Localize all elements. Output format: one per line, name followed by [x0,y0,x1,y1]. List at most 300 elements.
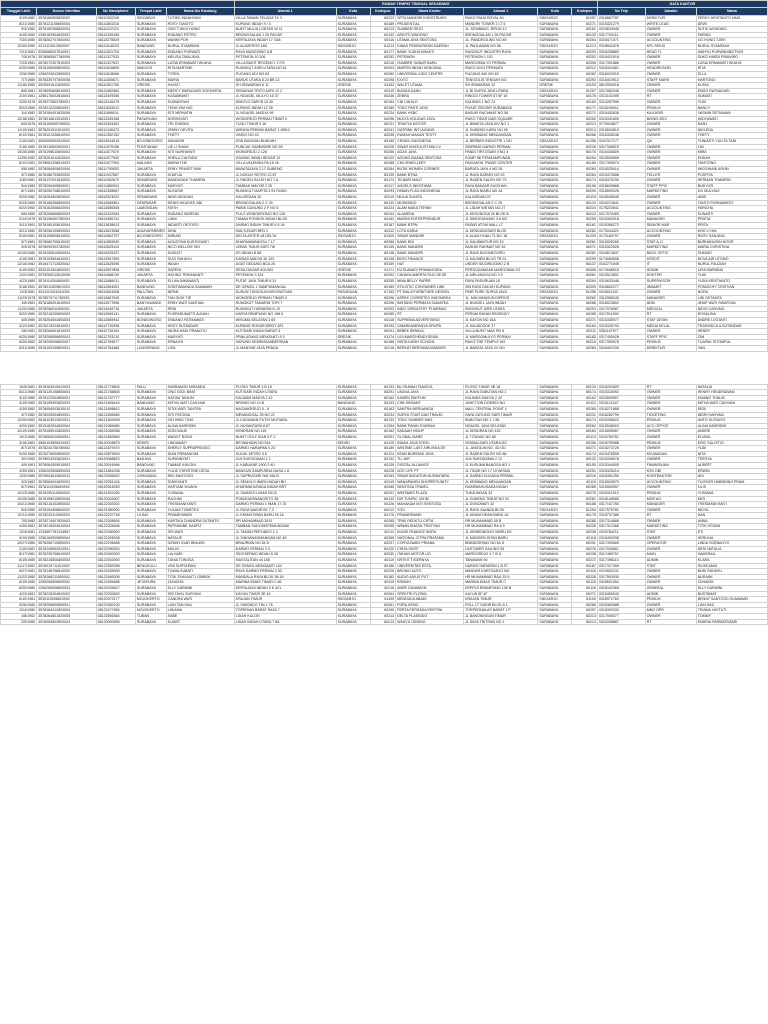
table-cell: 8/7/1981 [1,189,37,195]
table-row[interactable] [1,440,768,446]
table-cell: 60226 [370,569,395,575]
table-cell: 1/6/1981 [1,301,37,307]
table-cell: SURABAYA [538,384,572,390]
table-cell: 3578266601810003 [37,329,96,335]
table-cell: 08122382068 [96,563,135,569]
table-cell: ENDRIA PARWATASARI [696,619,767,625]
table-cell: 60117 [370,183,395,189]
table-cell: 0317390978 [597,340,645,346]
table-cell: 7/23/1981 [1,60,37,66]
table-cell: SUYATMI [166,189,234,195]
table-cell: 0318202820 [597,384,645,390]
table-cell: 3578264909820002 [37,195,96,201]
table-cell: SUCI RAHAYU [166,256,234,262]
table-cell: 1/4/1982 [1,111,37,117]
table-row[interactable] [1,211,768,217]
table-row[interactable] [1,133,768,139]
table-cell: 3578256506800003 [37,334,96,340]
table-cell: 60226 [572,144,598,150]
table-cell: SURABAYA [336,446,370,452]
table-cell: SURABAYA [538,21,572,27]
table-row[interactable] [1,77,768,83]
table-cell: KREDIT [645,256,696,262]
table-row[interactable] [1,234,768,240]
table-cell: 1/6/1981 [1,329,37,335]
table-cell: 0779918877 [597,122,645,128]
table-cell: JL KABUKNE 1900 3 40 [234,462,336,468]
table-cell: SURABAYA [135,434,166,440]
table-row[interactable] [1,228,768,234]
table-row[interactable] [1,586,768,592]
table-cell: 4/7/1982 [1,412,37,418]
table-cell: HAT [396,262,464,268]
table-cell: JL KALIBOSOK 37 [464,323,538,329]
table-cell: 60216 [370,60,395,66]
table-row[interactable] [1,608,768,614]
table-cell: 61257 [572,88,598,94]
table-cell: SURABAYA [538,189,572,195]
table-row[interactable] [1,323,768,329]
table-cell: SURABAYA [135,55,166,61]
table-row[interactable] [1,273,768,279]
table-cell: JL SAYA TRITRAN NO 1 [464,619,538,625]
table-row[interactable] [1,591,768,597]
table-cell: 5/21/1980 [1,228,37,234]
table-cell: 2/16/1982 [1,144,37,150]
table-cell: USAHA JAYA [396,390,464,396]
table-cell: SUPANNYATI [166,457,234,463]
table-cell: SURABAYA [135,586,166,592]
table-cell: 0315964957 [597,485,645,491]
table-row[interactable] [1,507,768,513]
table-cell: SURABAYA [538,94,572,100]
table-cell: LINTOWER SAILING 95 [464,546,538,552]
table-cell: BANGUN SAMPURNA NUSA 1 8 [234,468,336,474]
table-cell: 60246 [370,94,395,100]
table-cell: HR MUHAMMAD RA 6 9 [464,524,538,530]
table-cell: PRUDENTIAL [396,21,464,27]
table-row[interactable] [1,490,768,496]
table-cell: NATALIA [696,384,767,390]
table-cell: SURABAYA [135,88,166,94]
table-row[interactable] [1,418,768,424]
table-row[interactable] [1,334,768,340]
table-row[interactable] [1,55,768,61]
table-cell: 0315634945 [597,27,645,33]
table-cell: 08120048875 [96,440,135,446]
table-row[interactable] [1,284,768,290]
column-header: Nama Kantor [396,8,464,16]
table-cell: 08122237748 [96,513,135,519]
table-cell: 3578060507780006 [37,55,96,61]
table-cell: 4/3/1982 [1,479,37,485]
table-row[interactable] [1,574,768,580]
table-cell: IT [645,262,696,268]
table-cell: SURABAYA [336,474,370,480]
table-row[interactable] [1,412,768,418]
table-cell: MARINI ENTREPRENEUR [396,217,464,223]
table-row[interactable] [1,189,768,195]
table-row[interactable] [1,99,768,105]
table-cell: 3578180505820002 [37,16,96,22]
table-cell: 3578194406800002 [37,507,96,513]
table-cell: 60124 [370,451,395,457]
table-cell: KSS OBI [645,468,696,474]
table-row[interactable] [1,267,768,273]
table-cell: SIDOSERMO INDAH 8 28 [234,552,336,558]
table-cell: PABIS GUNUNG 2 F NO 5 [234,206,336,212]
table-cell: SURABAYA [135,407,166,413]
table-cell: 3/19/1982 [1,16,37,22]
table-row[interactable] [1,245,768,251]
table-cell: 08111518203 [96,43,135,49]
table-cell: 0317490928 [597,334,645,340]
table-cell: DHARMAWANGSA 7 17 [234,239,336,245]
table-row[interactable] [1,434,768,440]
table-cell: RACHMI [166,496,234,502]
table-row[interactable] [1,178,768,184]
table-cell: 60213 [370,16,395,22]
table-cell: 3578206006820007 [37,340,96,346]
table-cell: 60282 [572,228,598,234]
table-row[interactable] [1,329,768,335]
table-cell: OWNER [645,150,696,156]
table-row[interactable] [1,32,768,38]
table-cell: 60132 [370,496,395,502]
table-cell: 3516471712820002 [37,262,96,268]
table-cell: SEMARANG [135,195,166,201]
table-cell: 60299 [572,256,598,262]
table-row[interactable] [1,150,768,156]
table-row[interactable] [1,161,768,167]
table-cell: ENDANG PETRO [166,32,234,38]
table-cell: 3578215506800003 [37,558,96,564]
table-cell: SURABAYA [135,111,166,117]
table-cell: JENNY DEVITA [166,127,234,133]
table-cell: KONTRAKTOR [645,474,696,480]
table-row[interactable] [1,301,768,307]
table-row[interactable] [1,462,768,468]
table-row[interactable] [1,390,768,396]
table-row[interactable] [1,451,768,457]
table-cell: HERLINA [696,535,767,541]
table-cell: SONTIAMANGA SAWAMIN [166,284,234,290]
table-cell: 08112686011 [96,278,135,284]
table-row[interactable] [1,183,768,189]
table-row[interactable] [1,239,768,245]
table-cell: 60119 [370,558,395,564]
table-cell: JL SUPRIATARI NW 166 B [234,474,336,480]
table-cell: CAHAYA AMERTA RULI 08 SE [396,273,464,279]
table-cell: 60281 [572,496,598,502]
table-cell: DARMO HARAPAN 1 B 57 [464,563,538,569]
table-cell: KUPANG INDAH 9 / 3 [234,21,336,27]
table-row[interactable] [1,479,768,485]
table-row[interactable] [1,429,768,435]
table-cell: BASUKI RACHMAT NO 58 [464,111,538,117]
table-cell: WANAPANEN SHOPERTUNITY [396,479,464,485]
table-cell: 08120016966 [96,462,135,468]
table-row[interactable] [1,116,768,122]
table-row[interactable] [1,457,768,463]
table-cell: 4/23/1980 [1,278,37,284]
table-cell: 5/22/1980 [1,105,37,111]
table-row[interactable] [1,530,768,536]
table-cell: SURABAYA [538,490,572,496]
table-row[interactable] [1,217,768,223]
table-cell: SURABAYA [538,267,572,273]
table-row[interactable] [1,167,768,173]
table-row[interactable] [1,558,768,564]
table-row[interactable] [1,290,768,296]
table-cell: 9/29/1980 [1,451,37,457]
table-row[interactable] [1,401,768,407]
table-cell: 3578186703800002 [37,172,96,178]
table-cell: BADJAN [135,457,166,463]
table-cell: WONOREJO PERMAI TIMUR II [234,116,336,122]
table-cell: SURABAYA [336,21,370,27]
table-cell: 60119 [370,88,395,94]
table-cell: TRI SYARINI [166,122,234,128]
table-row[interactable] [1,83,768,89]
table-cell: 08122303302 [96,502,135,508]
table-row[interactable] [1,250,768,256]
table-cell: 0170180797 [597,234,645,240]
table-row[interactable] [1,524,768,530]
table-cell: 08113416475 [96,99,135,105]
table-cell: YAN [696,346,767,352]
table-row[interactable] [1,602,768,608]
table-cell: NIH TUNPIC JATIM [396,496,464,502]
table-cell: SURABAYA [538,150,572,156]
table-row[interactable] [1,105,768,111]
table-row[interactable] [1,423,768,429]
table-cell: 0318121167 [597,401,645,407]
table-cell: GENNY IDAR BINUNG [166,541,234,547]
table-cell: SURABAYA [135,250,166,256]
table-cell: SURABAYA [336,412,370,418]
table-row[interactable] [1,88,768,94]
table-cell: HAYATI [166,83,234,89]
table-cell: 0174083698 [597,256,645,262]
table-row[interactable] [1,200,768,206]
table-cell: ARKITO WAHONO [396,32,464,38]
table-cell: JL DUKUH SETRO 12 87 [234,172,336,178]
table-row[interactable] [1,541,768,547]
table-row[interactable] [1,496,768,502]
table-cell: 0315470150 [597,178,645,184]
table-cell: SURABAYA [336,312,370,318]
table-row[interactable] [1,206,768,212]
table-row[interactable] [1,172,768,178]
table-cell: 61100 [370,597,395,603]
table-row[interactable] [1,21,768,27]
table-cell: 60296 [370,301,395,307]
table-cell: SURABAYA [336,60,370,66]
table-cell: SURABAYA [336,222,370,228]
table-cell: 3578330707800006 [37,77,96,83]
table-cell: 08111655671 [96,77,135,83]
table-cell: 60265 [572,407,598,413]
table-row[interactable] [1,546,768,552]
table-row[interactable] [1,38,768,44]
table-cell: 60251 [572,468,598,474]
table-cell: 0315784211 [597,530,645,536]
table-row[interactable] [1,569,768,575]
table-cell: OWNER [645,200,696,206]
table-cell: ANNA [696,518,767,524]
table-cell: SURABAYA [135,99,166,105]
table-cell: SURABAYA [135,217,166,223]
table-row[interactable] [1,195,768,201]
table-cell: SURABAYA [336,591,370,597]
table-cell: 3578256105800004 [37,228,96,234]
table-cell: 60169 [370,284,395,290]
table-cell: ZUHAENI [696,580,767,586]
table-cell: SURABAYA [538,256,572,262]
table-cell: 0315621554 [597,580,645,586]
table-cell: SURABAYA [538,446,572,452]
table-cell: 08111302249 [96,16,135,22]
table-cell: 60271 [572,21,598,27]
table-row[interactable] [1,16,768,22]
table-cell: TANTIONO [696,161,767,167]
table-cell: SURABAYA [538,122,572,128]
table-cell: ETI [696,530,767,536]
table-cell: 60122 [370,155,395,161]
table-cell: RT [645,312,696,318]
table-row[interactable] [1,49,768,55]
table-cell: STILISTIC CONTAINER LINE [396,284,464,290]
table-cell: MNG OPR [645,608,696,614]
table-row[interactable] [1,295,768,301]
table-row[interactable] [1,597,768,603]
table-cell: MANAGER [645,502,696,508]
table-cell: SURABAYA [538,569,572,575]
table-cell: 60252 [370,55,395,61]
table-cell: 60161 [572,222,598,228]
table-row[interactable] [1,580,768,586]
table-row[interactable] [1,407,768,413]
table-cell: 12/2/1981 [1,273,37,279]
table-row[interactable] [1,71,768,77]
table-cell: ELLY DARMINI [166,586,234,592]
table-cell: 5/22/1980 [1,312,37,318]
table-cell: SURABAYA [538,535,572,541]
table-cell: 60112 [370,228,395,234]
table-cell: WIDYAWATI [696,116,767,122]
table-row[interactable] [1,122,768,128]
table-cell: SIDOARJO [538,16,572,22]
table-row[interactable] [1,395,768,401]
table-cell: 61256 [572,290,598,296]
table-cell: 08111666011 [96,111,135,117]
table-cell: SURABAYA [538,546,572,552]
table-row[interactable] [1,552,768,558]
table-cell: SURABAYA [336,239,370,245]
table-cell: 3578146706810002 [37,569,96,575]
table-cell: 60174 [572,418,598,424]
table-cell: 08111901769 [96,83,135,89]
table-cell: GRESIK [135,267,166,273]
table-row[interactable] [1,155,768,161]
table-cell: SURABAYA [135,490,166,496]
table-row[interactable] [1,485,768,491]
table-row[interactable] [1,127,768,133]
table-cell: TANAWAN 90 [464,558,538,564]
table-cell: DE GEMOL MENGAMTI 104 [234,563,336,569]
table-cell: 0315346578 [597,457,645,463]
table-cell: SURABAYA [135,468,166,474]
table-cell: 3578250708810003 [37,189,96,195]
table-cell: 61209 [572,234,598,240]
table-cell: 3578235708810003 [37,552,96,558]
table-cell: SURABAYA [135,479,166,485]
table-row[interactable] [1,66,768,72]
table-cell: 60244 [370,211,395,217]
table-row[interactable] [1,256,768,262]
table-cell: WINTIME LAST AIRLINKA DE [396,446,464,452]
table-row[interactable] [1,111,768,117]
table-cell: STAFF PPIC [645,183,696,189]
table-cell: MARIA THE [166,161,234,167]
table-row[interactable] [1,502,768,508]
table-row[interactable] [1,144,768,150]
table-row[interactable] [1,468,768,474]
table-row[interactable] [1,27,768,33]
table-cell: 08121964680 [96,423,135,429]
table-cell: SURABAYA [135,21,166,27]
table-cell: KHATIJA [166,172,234,178]
table-row[interactable] [1,60,768,66]
table-cell: SURABAYA [538,206,572,212]
table-row[interactable] [1,306,768,312]
table-row[interactable] [1,619,768,625]
table-row[interactable] [1,535,768,541]
table-cell: 60216 [572,340,598,346]
table-cell: ANDRE [696,429,767,435]
table-cell: JL KENDRAN NO 115 [464,429,538,435]
table-cell: 3578065010800001 [37,434,96,440]
table-cell: CORYA BABO PRIANA [396,541,464,547]
table-cell: 10/5/1981 [1,384,37,390]
table-cell: ALINA NASRIDIN [696,423,767,429]
table-row[interactable] [1,278,768,284]
table-cell: 3578272803780001 [37,99,96,105]
table-cell: SURABAYA [538,451,572,457]
table-row[interactable] [1,613,768,619]
table-row[interactable] [1,563,768,569]
table-row[interactable] [1,474,768,480]
table-row[interactable] [1,446,768,452]
table-cell: 1256258506800002 [37,580,96,586]
table-row[interactable] [1,340,768,346]
table-row[interactable] [1,318,768,324]
table-cell: 3578024203820001 [37,457,96,463]
table-cell: SURABAYA [135,395,166,401]
table-cell: RUNGKUT TAMARIN TOPI 7 [234,301,336,307]
table-cell: 60294 [572,189,598,195]
table-cell: 60189 [370,446,395,452]
table-row[interactable] [1,518,768,524]
table-cell: SURABAYA [336,183,370,189]
column-header: No Telp [597,8,645,16]
table-row[interactable] [1,346,768,352]
table-cell: 12/6/1989 [1,71,37,77]
table-row[interactable] [1,43,768,49]
table-row[interactable] [1,222,768,228]
table-cell: 11/17/1981 [1,563,37,569]
